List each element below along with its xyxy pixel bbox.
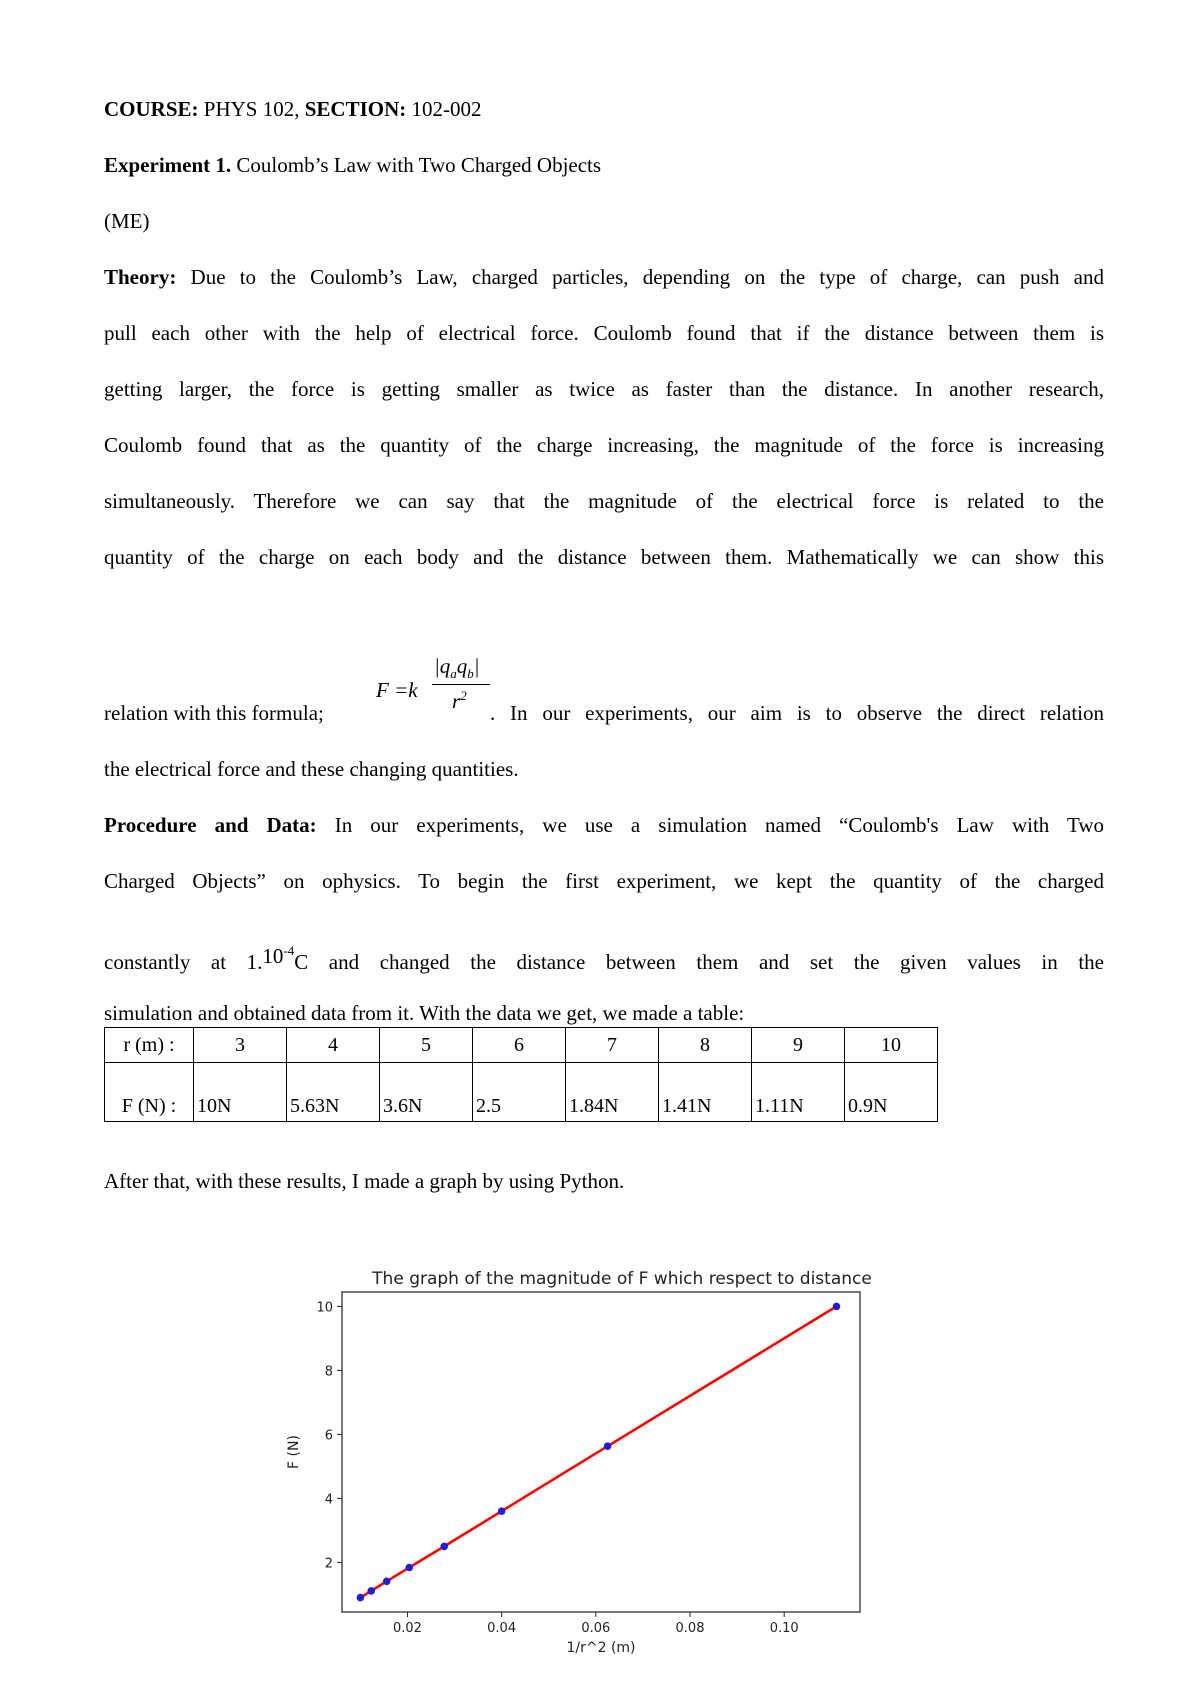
- table-cell: 4: [287, 1028, 380, 1063]
- theory-line-3: getting larger, the force is getting smaller as twice as faster than the distance. In another research,: [104, 377, 1104, 401]
- data-point: [833, 1303, 841, 1311]
- procedure-line-4: simulation and obtained data from it. With the data we get, we made a table:: [104, 1001, 745, 1025]
- table-cell: 5: [380, 1028, 473, 1063]
- formula-after: . In our experiments, our aim is to observe the direct relation: [490, 701, 1104, 725]
- table-cell: 3: [194, 1028, 287, 1063]
- section-label: SECTION:: [304, 97, 407, 121]
- y-tick-label: 8: [324, 1364, 333, 1380]
- table-cell: 2.5: [473, 1063, 566, 1122]
- coulomb-formula: [376, 650, 496, 713]
- data-point: [604, 1442, 612, 1450]
- table-cell: 10: [845, 1028, 938, 1063]
- procedure-label: Procedure and Data:: [104, 813, 317, 837]
- table-header-f: F (N) :: [105, 1063, 194, 1122]
- course-label: COURSE:: [104, 97, 199, 121]
- y-axis-label: F (N): [286, 1435, 302, 1469]
- x-axis-label: 1/r^2 (m): [566, 1640, 636, 1656]
- after-text: After that, with these results, I made a graph by using Python.: [104, 1169, 625, 1193]
- procedure-line-3: constantly at $1.10^{-4}C$ and changed the distance between them and set the given values in the: [104, 943, 1104, 974]
- theory-line-6: quantity of the charge on each body and the distance between them. Mathematically we can show this: [104, 545, 1104, 569]
- data-point: [367, 1587, 375, 1595]
- formula-lhs: F =k: [376, 678, 418, 702]
- formula-numerator: $|q_aq_b|$: [434, 654, 480, 682]
- experiment-title: Coulomb’s Law with Two Charged Objects: [231, 153, 602, 177]
- table-cell: 9: [752, 1028, 845, 1063]
- table-row-f: [105, 1063, 938, 1122]
- course-value: PHYS 102,: [198, 97, 305, 121]
- theory-label: Theory:: [104, 265, 177, 289]
- course-line: [104, 96, 1104, 122]
- experiment-label: Experiment 1.: [104, 153, 232, 177]
- chart-title: The graph of the magnitude of F which respect to distance: [372, 1269, 872, 1289]
- table-cell: 6: [473, 1028, 566, 1063]
- theory-line-2: pull each other with the help of electrical force. Coulomb found that if the distance between them is: [104, 321, 1104, 345]
- y-tick-label: 6: [324, 1428, 333, 1444]
- table-cell: 3.6N: [380, 1063, 473, 1122]
- y-tick-label: 2: [324, 1556, 333, 1572]
- data-point: [357, 1594, 365, 1602]
- x-tick-label: 0.08: [675, 1621, 705, 1636]
- data-point: [383, 1578, 391, 1586]
- data-point: [440, 1543, 448, 1551]
- table-cell: 1.11N: [752, 1063, 845, 1122]
- table-cell: 1.41N: [659, 1063, 752, 1122]
- fraction-bar: [432, 684, 490, 685]
- x-tick-label: 0.02: [392, 1621, 422, 1636]
- procedure-line-2: Charged Objects” on ophysics. To begin the first experiment, we kept the quantity of the charged: [104, 869, 1104, 893]
- table-cell: 8: [659, 1028, 752, 1063]
- series-line: [360, 1306, 836, 1597]
- x-tick-label: 0.10: [769, 1621, 799, 1636]
- f-vs-inverse-r-squared-chart: [280, 1262, 900, 1662]
- data-point: [406, 1564, 414, 1572]
- data-table: [104, 1027, 938, 1122]
- theory-line-4: Coulomb found that as the quantity of the charge increasing, the magnitude of the force is increasing: [104, 433, 1104, 457]
- table-header-r: r (m) :: [105, 1028, 194, 1063]
- experiment-line: [104, 152, 1104, 178]
- data-point: [498, 1507, 506, 1515]
- y-tick-label: 10: [316, 1300, 333, 1316]
- table-cell: 1.84N: [566, 1063, 659, 1122]
- x-tick-label: 0.06: [581, 1621, 611, 1636]
- procedure-line-1: Procedure and Data: In our experiments, we use a simulation named “Coulomb's Law with Two: [104, 813, 1104, 837]
- table-cell: 7: [566, 1028, 659, 1063]
- table-cell: 5.63N: [287, 1063, 380, 1122]
- table-cell: 0.9N: [845, 1063, 938, 1122]
- formula-denominator: $r^2$: [452, 688, 467, 713]
- y-tick-label: 4: [324, 1492, 333, 1508]
- author-line: (ME): [104, 209, 150, 233]
- table-cell: 10N: [194, 1063, 287, 1122]
- section-value: 102-002: [406, 97, 482, 121]
- formula-intro: relation with this formula;: [104, 701, 324, 725]
- x-tick-label: 0.04: [487, 1621, 517, 1636]
- theory-last-line: the electrical force and these changing quantities.: [104, 757, 519, 781]
- theory-line-1: Theory: Due to the Coulomb’s Law, charged particles, depending on the type of charge, can push and: [104, 265, 1104, 289]
- theory-line-5: simultaneously. Therefore we can say that the magnitude of the electrical force is related to the: [104, 489, 1104, 513]
- table-row-r: [105, 1028, 938, 1063]
